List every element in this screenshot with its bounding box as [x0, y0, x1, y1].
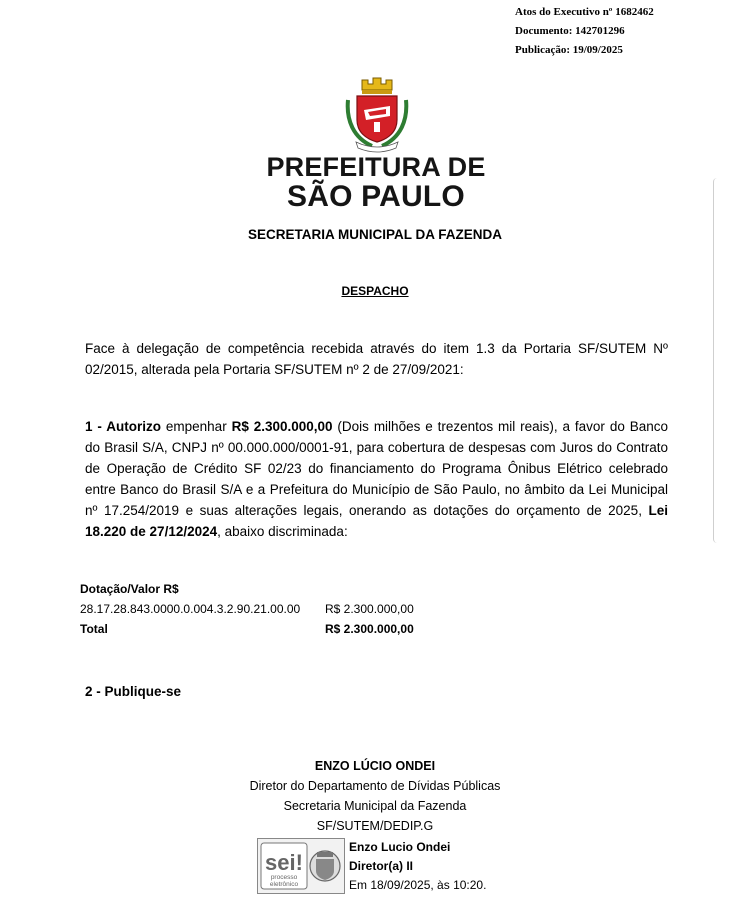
- secretaria-heading: SECRETARIA MUNICIPAL DA FAZENDA: [247, 227, 502, 242]
- sei-logo-sub2: eletrônico: [269, 881, 299, 888]
- logo-line-2: SÃO PAULO: [287, 180, 465, 213]
- signer-role: Diretor do Departamento de Dívidas Públicas: [249, 779, 501, 793]
- esign-role: Diretor(a) II: [349, 859, 414, 873]
- electronic-signature: [349, 838, 486, 895]
- esign-date: Em 18/09/2025, às 10:20.: [349, 878, 487, 892]
- intro-paragraph: Face à delegação de competência recebida através do item 1.3 da Portaria SF/SUTEM Nº 02/2015, alterada pela Portaria SF/SUTEM nº 2 de 27/09/2021:: [85, 341, 668, 377]
- signer-org: Secretaria Municipal da Fazenda: [283, 799, 467, 813]
- signer-block: [0, 756, 750, 836]
- item-1-label: 1 - Autorizo: [85, 419, 162, 434]
- sei-logo-sub1: processo: [270, 874, 298, 881]
- total-row: [80, 619, 425, 639]
- sei-logo-text: sei!: [265, 850, 303, 875]
- publication-metadata: [515, 3, 654, 60]
- logo-line-1: PREFEITURA DE: [266, 152, 486, 182]
- document-number: Documento: 142701296: [515, 25, 625, 37]
- item-2-publique: 2 - Publique-se: [85, 684, 182, 699]
- item-1-text-b: (Dois milhões e trezentos mil reais), a favor do Banco do Brasil S/A, CNPJ nº 00.000.000/0001-91, para cobertura de despesas com Juros do Contrato de Operação de Crédito SF 02/23 do financiamento do Programa Ônibus Elétrico celebrado entre Banco do Brasil S/A e a Prefeitura do Município de São Paulo, no âmbito da Lei Municipal nº 17.254/2019 e suas alterações legais, onerando as dotações do orçamento de 2025,: [85, 419, 668, 518]
- sei-logo-icon: [258, 839, 344, 893]
- dotacao-table: [80, 579, 425, 639]
- item-1-law: Lei 18.220 de 27/12/2024: [85, 503, 668, 539]
- sei-seal: [257, 838, 345, 894]
- publication-date: Publicação: 19/09/2025: [515, 44, 623, 56]
- total-value: R$ 2.300.000,00: [325, 622, 414, 636]
- table-row: [80, 599, 425, 619]
- esign-name: Enzo Lucio Ondei: [349, 840, 451, 854]
- dotacao-value: R$ 2.300.000,00: [325, 602, 414, 616]
- dotacao-header: Dotação/Valor R$: [80, 582, 179, 596]
- dotacao-code: 28.17.28.843.0000.0.004.3.2.90.21.00.00: [80, 602, 301, 616]
- item-1-paragraph: [85, 416, 668, 542]
- item-1-amount: R$ 2.300.000,00: [231, 419, 333, 434]
- prefeitura-logo-text: [260, 154, 492, 213]
- signer-unit: SF/SUTEM/DEDIP.G: [316, 819, 434, 833]
- total-label: Total: [80, 622, 108, 636]
- document-type-title: DESPACHO: [341, 284, 409, 298]
- item-1-text-c: , abaixo discriminada:: [217, 524, 348, 539]
- signer-name: ENZO LÚCIO ONDEI: [314, 759, 436, 773]
- atos-number: Atos do Executivo nº 1682462: [515, 6, 654, 18]
- item-1-text-a: empenhar: [161, 419, 232, 434]
- sao-paulo-crest-icon: [342, 76, 412, 154]
